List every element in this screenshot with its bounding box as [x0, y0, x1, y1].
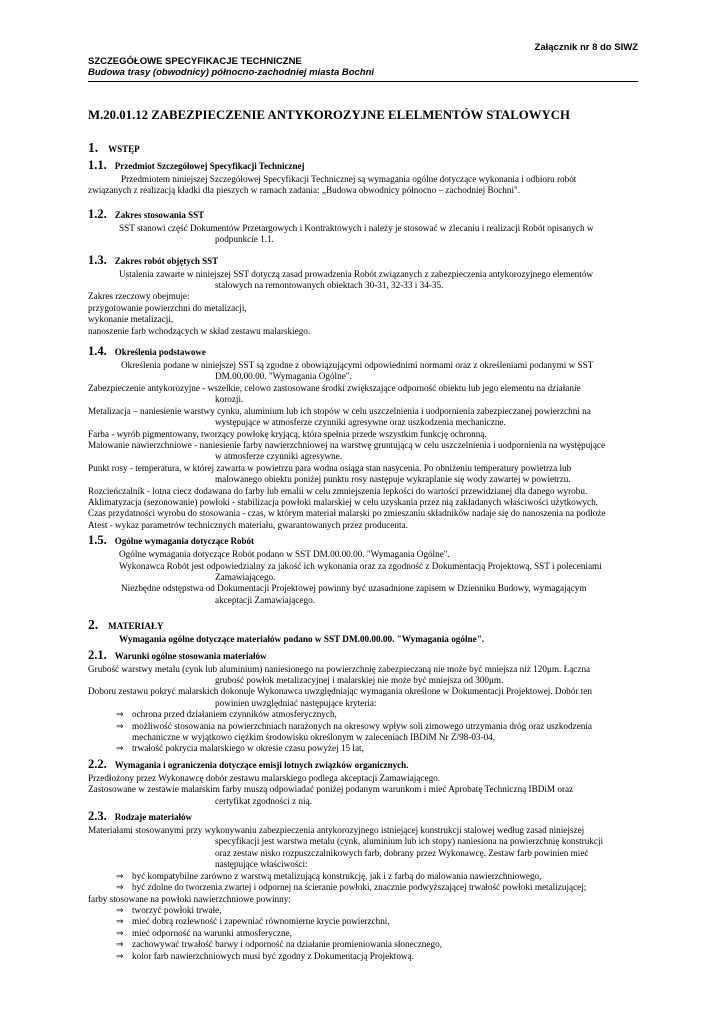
subsection-number: 2.1. — [88, 647, 107, 662]
paragraph: Doboru zestawu pokryć malarskich dokonuje Wykonawca uwzględniając wymagania określone w Dokumentacji Projektowej. Dobór ten — [88, 686, 592, 697]
subsection-number: 1.1. — [88, 158, 107, 172]
paragraph: następujące właściwości: — [215, 859, 308, 870]
list-item: wykonanie metalizacji, — [88, 314, 174, 325]
definition: Punkt rosy - temperatura, w której zawarta w powietrzu para wodna osiąga stan nasycenia. Po obniżeniu temperatury powietrza lub — [88, 462, 572, 473]
paragraph: związanych z realizacją kładki dla pieszych w ramach zadania: „Budowa obwodnicy północno – zachodniej Bochni". — [88, 185, 521, 196]
section-number: 1. — [88, 140, 99, 155]
paragraph: farby stosowane na powłoki nawierzchniowe powinny: — [88, 893, 291, 904]
list-item: Zakres rzeczowy obejmuje: — [88, 291, 190, 302]
bullet-item: ⇒ tworzyć powłoki trwałe, — [116, 904, 222, 915]
subsection-title: Wymagania i ograniczenia dotyczące emisji lotnych związków organicznych. — [114, 759, 409, 770]
subsection-number: 1.4. — [88, 344, 107, 359]
bullet-item: ⇒ trwałość pokrycia malarskiego w okresie czasu powyżej 15 lat, — [116, 743, 364, 754]
subsection-title: Określenia podstawowe — [114, 347, 206, 358]
subsection-heading — [88, 345, 640, 359]
subsection-title: Zakres robót objętych SST — [114, 255, 219, 266]
paragraph: Materiałami stosowanymi przy wykonywaniu zabezpieczenia antykorozyjnego istniejącej konstrukcji stalowej według zasad niniejszej — [88, 825, 585, 836]
list-item: nanoszenie farb wchodzących w skład zestawu malarskiego. — [88, 325, 311, 336]
bullet-item-continuation: mechaniczne w wyjątkowo ciężkim środowisku określonym w zaleceniach IBDiM Nr Z/98-03-04, — [132, 732, 496, 743]
paragraph: specyfikacji jest warstwa metalu (cynk, aluminium lub ich stopy) naniesiona na powierzchnię konstrukcji — [215, 836, 604, 847]
bullet-item: ⇒ mieć dobrą rozlewność i zapewniać równomierne krycie powierzchni, — [116, 916, 390, 927]
paragraph: Grubość warstwy metalu (cynk lub aluminium) naniesionego na powierzchnię zabezpieczaną nie może być mniejsza niż 120μm. Łączna — [88, 663, 591, 674]
subsection-number: 1.5. — [88, 533, 107, 548]
arrow-icon: ⇒ — [116, 743, 124, 754]
subsection-heading — [88, 758, 640, 772]
definition: występujące w atmosferze czynniki agresywne oraz uszkodzenia mechaniczne. — [215, 417, 506, 428]
arrow-icon: ⇒ — [116, 939, 124, 950]
paragraph: Zamawiającego. — [215, 571, 276, 582]
definition: Farba - wyrób pigmentowany, tworzący powłokę kryjącą, która spełnia przede wszystkim funkcję ochronną. — [88, 428, 487, 439]
definition: Określenia podane w niniejszej SST są zgodne z obowiązującymi odpowiednimi normami oraz z określeniami podanymi w SST — [121, 360, 594, 371]
definition: Malowanie nawierzchniowe - naniesienie farby nawierzchniowej na warstwę gruntującą w celu uszczelnienia i uodpornienia na występujące — [88, 439, 606, 450]
document-title: M.20.01.12 ZABEZPIECZENIE ANTYKOROZYJNE ELELMENTÓW STALOWYCH — [88, 108, 570, 122]
definition: Aklimatyzacja (sezonowanie) powłoki - stabilizacja powłoki malarskiej w celu uzyskania przez nią zakładanych właściwości użytkowych. — [88, 496, 598, 507]
subsection-heading — [88, 810, 640, 824]
paragraph: Zastosowane w zestawie malarskim farby muszą odpowiadać poniżej podanym warunkom i mieć Aprobatę Techniczną IBDiM oraz — [88, 784, 574, 795]
arrow-icon: ⇒ — [116, 709, 124, 720]
definition: DM.00.00.00. "Wymagania Ogólne". — [215, 371, 352, 382]
subsection-heading — [88, 254, 640, 268]
paragraph: oraz zestaw nisko rozpuszczalnikowych farb, dobrany przez Wykonawcę. Zestaw farb powinien mieć — [215, 847, 589, 858]
arrow-icon: ⇒ — [116, 950, 124, 961]
bullet-item: ⇒ ochrona przed działaniem czynników atmosferycznych, — [116, 709, 337, 720]
paragraph: Ustalenia zawarte w niniejszej SST dotyczą zasad prowadzenia Robót związanych z zabezpieczenia antykorozyjnego elementów — [119, 268, 594, 279]
definition: Czas przydatności wyrobu do stosowania - czas, w którym materiał malarski po zmieszaniu składników nadaje się do nanoszenia na podłoże — [88, 508, 606, 519]
arrow-icon: ⇒ — [116, 882, 124, 893]
arrow-icon: ⇒ — [116, 870, 124, 881]
definition: malowanego obiektu poniżej punktu rosy następuje wykraplanie się wody zawartej w powietrzu. — [215, 474, 571, 485]
paragraph: grubość powłok metalizacyjnej i malarskiej nie może być mniejsza od 300μm. — [215, 675, 504, 685]
section-title: WSTĘP — [108, 144, 140, 154]
subsection-number: 1.3. — [88, 252, 107, 267]
section-number: 2. — [88, 617, 99, 633]
subsection-heading — [88, 208, 640, 222]
definition: Rozcieńczalnik - lotna ciecz dodawana do farby lub emalii w celu zmniejszenia lepkości do wartości przewidzianej dla danego wyrobu. — [88, 485, 588, 496]
subsection-number: 2.3. — [88, 809, 107, 824]
subsection-number: 1.2. — [88, 206, 107, 221]
definition: w atmosferze czynniki agresywne. — [215, 451, 343, 462]
section-heading — [88, 141, 640, 156]
arrow-icon: ⇒ — [116, 927, 124, 938]
annex-label: Załącznik nr 8 do SIWZ — [534, 42, 638, 53]
paragraph: Niezbędne odstępstwa od Dokumentacji Projektowej powinny być uzasadnione zapisem w Dzienniku Budowy, wymagającym — [121, 583, 587, 594]
bullet-item: ⇒ możliwość stosowania na powierzchniach narażonych na okresowy wpływ soli zimowego utrzymania dróg oraz uszkodzenia — [116, 720, 592, 731]
subsection-heading — [88, 159, 640, 173]
paragraph: stalowych na remontowanych obiektach 30-31, 32-33 i 34-35. — [215, 280, 444, 291]
section-heading — [88, 618, 640, 633]
arrow-icon: ⇒ — [116, 904, 124, 915]
subsection-heading — [88, 534, 640, 548]
paragraph: Przedmiotem niniejszej Szczegółowej Specyfikacji Technicznej są wymagania ogólne dotyczące wykonania i odbioru robót — [121, 174, 577, 184]
bullet-item: ⇒ być zdolne do tworzenia zwartej i odpornej na ścieranie powłoki, znacznie podwyższającej trwałość powłoki metalizującej; — [116, 882, 587, 893]
definition: korozji. — [215, 394, 244, 405]
definition: Metalizacja – naniesienie warstwy cynku, aluminium lub ich stopów w celu uszczelnienia i uodpornienia zabezpieczanej powierzchni na — [88, 405, 591, 416]
header-title: SZCZEGÓŁOWE SPECYFIKACJE TECHNICZNE — [88, 56, 302, 67]
paragraph: certyfikat zgodności z nią. — [215, 795, 312, 806]
subsection-title: Przedmiot Szczegółowej Specyfikacji Technicznej — [114, 161, 305, 171]
paragraph: akceptacji Zamawiającego. — [215, 594, 315, 605]
arrow-icon: ⇒ — [116, 720, 124, 731]
section-title: MATERIAŁY — [108, 621, 164, 632]
subsection-title: Zakres stosowania SST — [114, 209, 205, 220]
definition: Atest - wykaz parametrów technicznych materiału, gwarantowanych przez producenta. — [88, 519, 408, 530]
bullet-item: ⇒ zachowywać trwałość barwy i odporność na działanie promieniowania słonecznego, — [116, 939, 442, 950]
list-item: przygotowanie powierzchni do metalizacji, — [88, 302, 247, 313]
definition: Zabezpieczenie antykorozyjne - wszelkie, celowo zastosowane środki zwiększające odporność obiektu lub jego elementu na działanie — [88, 382, 581, 393]
bullet-item: ⇒ być kompatybilne zarówno z warstwą metalizującą konstrukcję, jak i z farbą do malowania nawierzchniowego, — [116, 870, 542, 881]
paragraph: Przedłożony przez Wykonawcę dobór zestawu malarskiego podlega akceptacji Zamawiającego. — [88, 772, 441, 783]
header-rule — [88, 81, 638, 82]
subsection-title: Rodzaje materiałów — [114, 812, 192, 823]
subsection-heading — [88, 649, 640, 663]
subsection-title: Warunki ogólne stosowania materiałów — [114, 650, 267, 661]
bullet-item: ⇒ mieć odporność na warunki atmosferyczne, — [116, 927, 292, 938]
bullet-item: ⇒ kolor farb nawierzchniowych musi być zgodny z Dokumentacją Projektową. — [116, 950, 414, 961]
header-subtitle: Budowa trasy (obwodnicy) północno-zachodniej miasta Bochni — [88, 67, 375, 78]
paragraph: powinien uwzględniać następujące kryteria: — [215, 697, 377, 708]
paragraph: Ogólne wymagania dotyczące Robót podano w SST DM.00.00.00. "Wymagania Ogólne". — [119, 549, 450, 560]
paragraph: SST stanowi część Dokumentów Przetargowych i Kontraktowych i należy je stosować w zlecaniu i realizacji Robót opisanych w — [119, 222, 594, 233]
paragraph: Wykonawca Robót jest odpowiedzialny za jakość ich wykonania oraz za zgodność z Dokumentacją Projektową, SST i poleceniami — [119, 560, 602, 571]
paragraph: podpunkcie 1.1. — [215, 234, 274, 245]
arrow-icon: ⇒ — [116, 916, 124, 927]
subsection-number: 2.2. — [88, 756, 107, 771]
subsection-title: Ogólne wymagania dotyczące Robót — [114, 536, 254, 547]
paragraph: Wymagania ogólne dotyczące materiałów podano w SST DM.00.00.00. "Wymagania ogólne". — [119, 634, 485, 645]
document-body — [88, 108, 640, 962]
